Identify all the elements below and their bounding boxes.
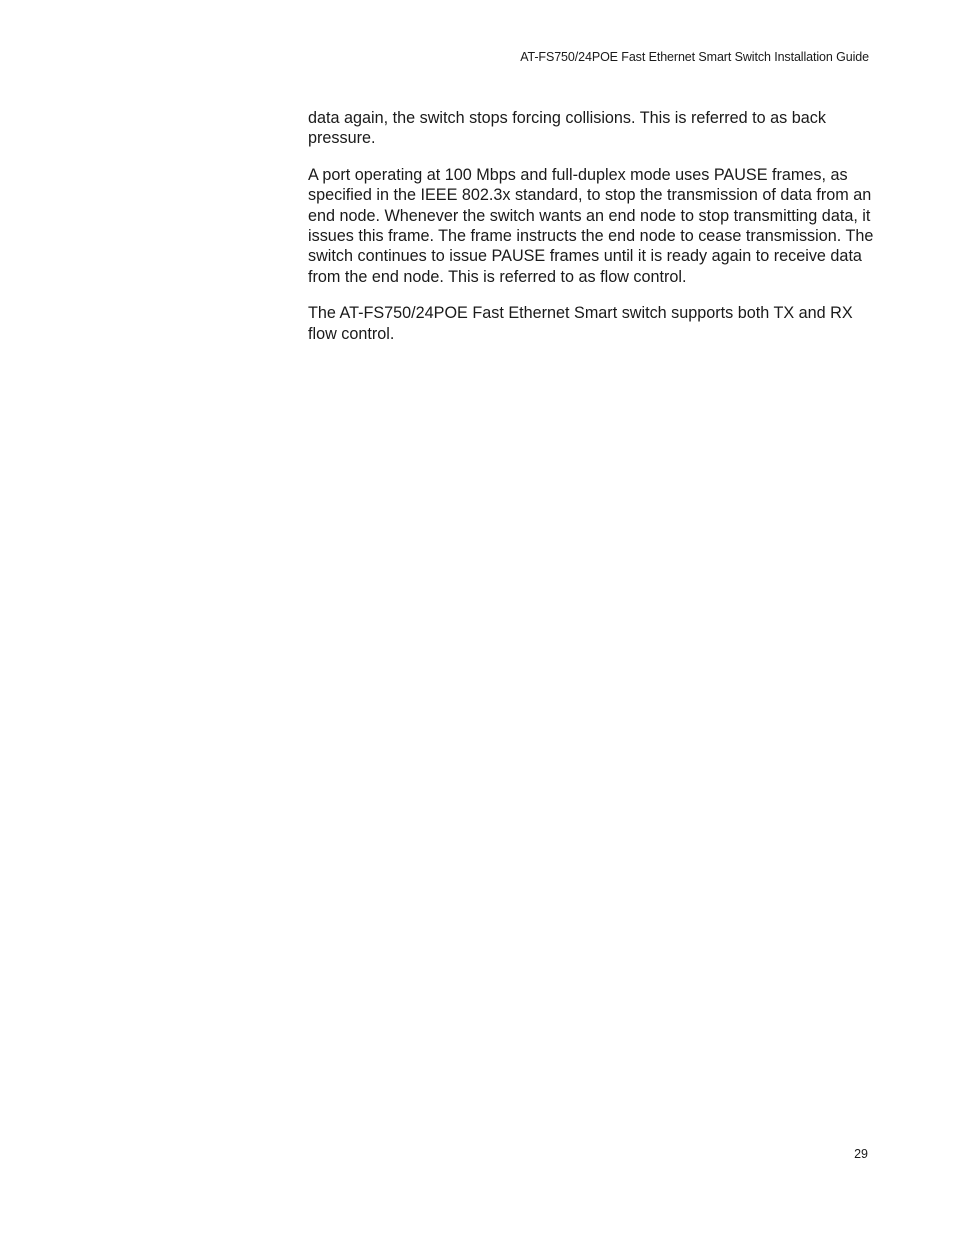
- body-text: [308, 108, 874, 360]
- paragraph-tx-rx-support: The AT-FS750/24POE Fast Ethernet Smart switch supports both TX and RX flow control.: [308, 304, 853, 343]
- paragraph-flow-control: A port operating at 100 Mbps and full-duplex mode uses PAUSE frames, as specified in the IEEE 802.3x standard, to stop the transmission of data from an end node. Whenever the switch wants an end node to stop transmitting data, it issues this frame. The frame instructs the end node to cease transmission. The switch continues to issue PAUSE frames until it is ready again to receive data from the end node. This is referred to as flow control.: [308, 166, 874, 286]
- running-header: AT-FS750/24POE Fast Ethernet Smart Switch Installation Guide: [520, 50, 869, 64]
- paragraph-back-pressure: data again, the switch stops forcing collisions. This is referred to as back pressure.: [308, 109, 826, 148]
- page-number: 29: [854, 1147, 868, 1161]
